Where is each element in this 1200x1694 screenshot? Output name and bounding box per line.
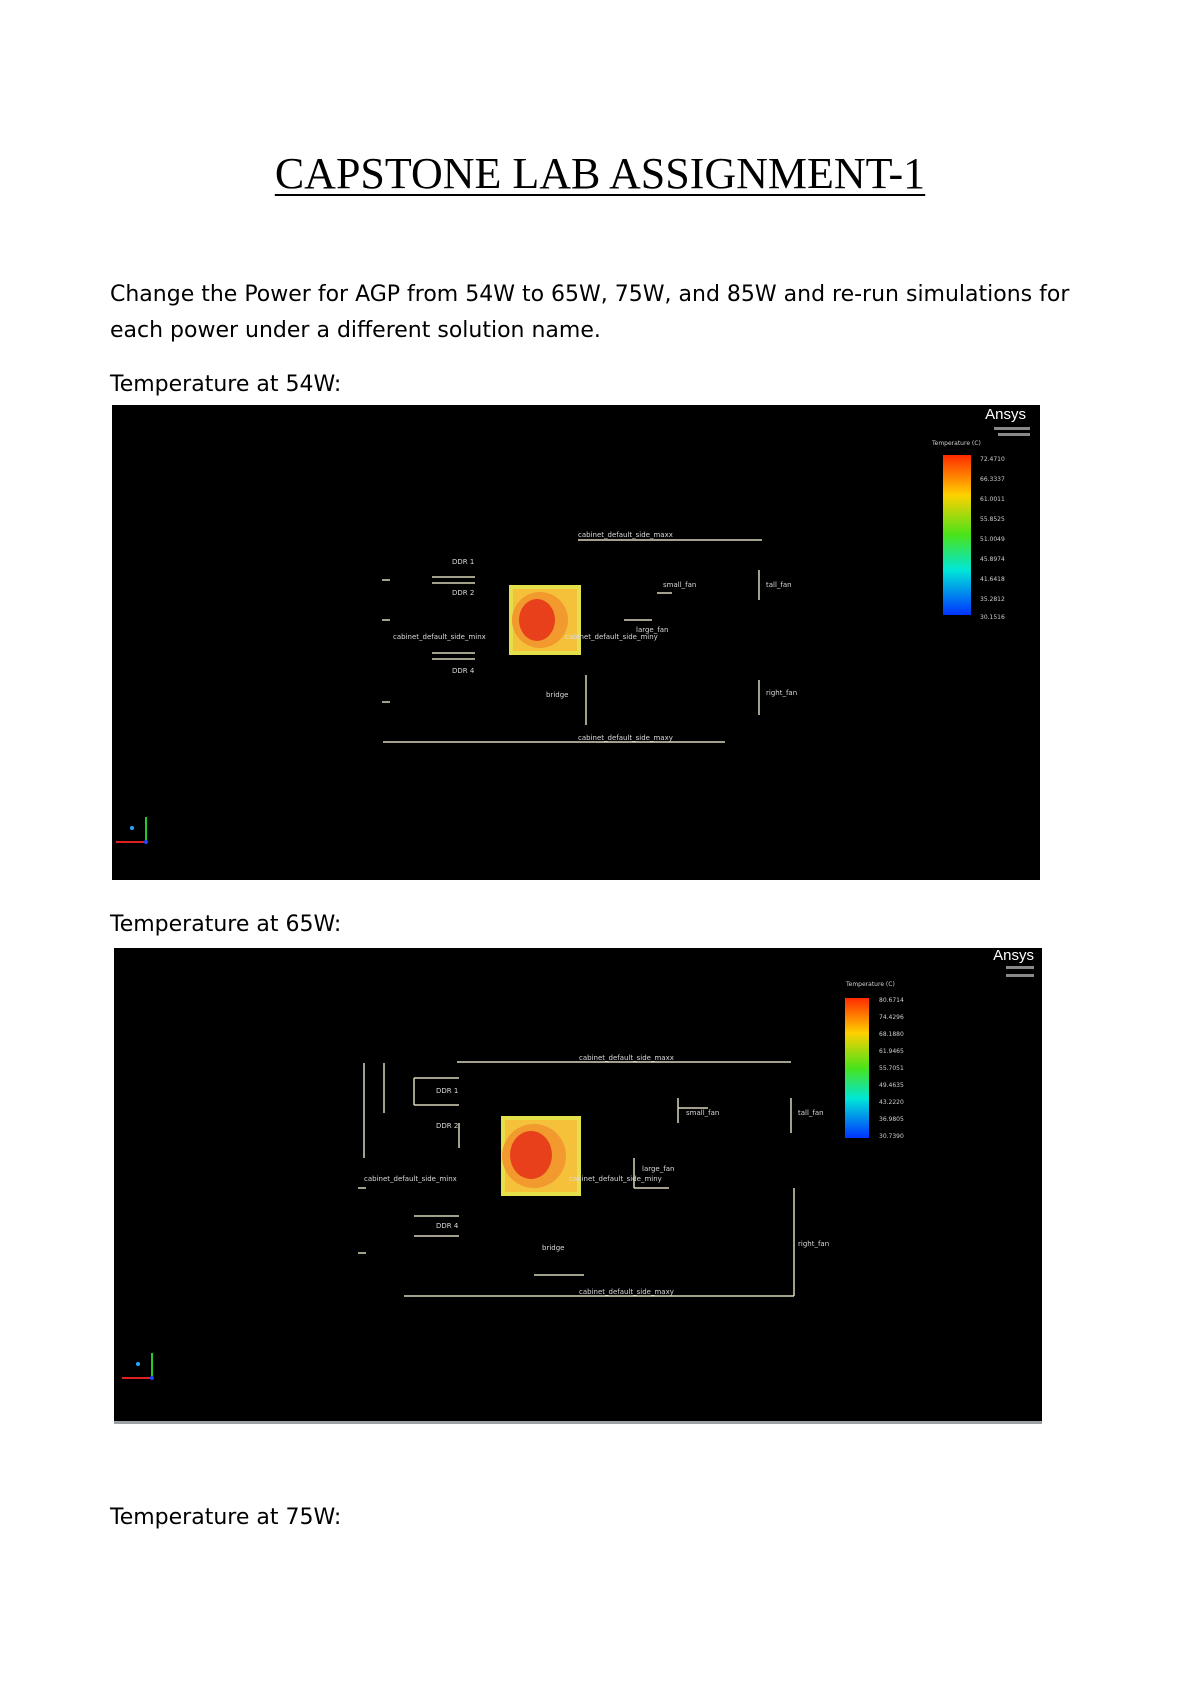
svg-text:61.0011: 61.0011 xyxy=(980,496,1005,503)
svg-text:36.9805: 36.9805 xyxy=(879,1116,904,1123)
svg-text:74.4296: 74.4296 xyxy=(879,1014,904,1021)
legend-values xyxy=(980,456,1005,621)
section-label-54w: Temperature at 54W: xyxy=(110,372,342,397)
svg-text:30.1516: 30.1516 xyxy=(980,614,1005,621)
svg-text:61.9465: 61.9465 xyxy=(879,1048,904,1055)
svg-text:right_fan: right_fan xyxy=(766,689,798,697)
ansys-logo: Ansys xyxy=(993,948,1034,964)
svg-text:large_fan: large_fan xyxy=(642,1165,675,1173)
legend-title: Temperature (C) xyxy=(932,440,981,447)
svg-text:30.7390: 30.7390 xyxy=(879,1133,904,1140)
instructions-paragraph: Change the Power for AGP from 54W to 65W, 75W, and 85W and re-run simulations for each power under a different solution name. xyxy=(110,282,1070,343)
ansys-logo: Ansys xyxy=(985,406,1026,423)
axis-triad-icon xyxy=(116,817,148,844)
svg-text:small_fan: small_fan xyxy=(663,581,697,589)
svg-text:DDR 1: DDR 1 xyxy=(452,558,475,566)
legend-values xyxy=(879,997,904,1140)
svg-text:cabinet_default_side_maxy: cabinet_default_side_maxy xyxy=(579,1288,674,1296)
section-label-65w: Temperature at 65W: xyxy=(110,912,342,937)
svg-text:DDR 2: DDR 2 xyxy=(436,1122,459,1130)
svg-text:51.0049: 51.0049 xyxy=(980,536,1005,543)
svg-text:45.8974: 45.8974 xyxy=(980,556,1005,563)
svg-text:tall_fan: tall_fan xyxy=(766,581,792,589)
thermal-plot-54w xyxy=(112,405,1040,880)
svg-text:72.4710: 72.4710 xyxy=(980,456,1005,463)
svg-text:bridge: bridge xyxy=(546,691,569,699)
svg-text:small_fan: small_fan xyxy=(686,1109,720,1117)
legend-title: Temperature (C) xyxy=(846,981,895,988)
svg-text:68.1880: 68.1880 xyxy=(879,1031,904,1038)
svg-text:DDR 1: DDR 1 xyxy=(436,1087,459,1095)
thermal-plot-65w xyxy=(114,948,1042,1421)
svg-text:cabinet_default_side_minx: cabinet_default_side_minx xyxy=(393,633,486,641)
svg-text:tall_fan: tall_fan xyxy=(798,1109,824,1117)
svg-text:80.6714: 80.6714 xyxy=(879,997,904,1004)
page-title: CAPSTONE LAB ASSIGNMENT-1 xyxy=(274,149,926,198)
svg-text:cabinet_default_side_maxx: cabinet_default_side_maxx xyxy=(579,1054,674,1062)
svg-text:49.4635: 49.4635 xyxy=(879,1082,904,1089)
svg-text:DDR 4: DDR 4 xyxy=(452,667,475,675)
section-label-75w: Temperature at 75W: xyxy=(110,1505,342,1530)
axis-triad-icon xyxy=(122,1353,154,1380)
svg-text:DDR 4: DDR 4 xyxy=(436,1222,459,1230)
svg-text:cabinet_default_side_maxy: cabinet_default_side_maxy xyxy=(578,734,673,742)
svg-text:large_fan: large_fan xyxy=(636,626,669,634)
svg-text:55.8525: 55.8525 xyxy=(980,516,1005,523)
svg-text:66.3337: 66.3337 xyxy=(980,476,1005,483)
svg-text:cabinet_default_side_miny: cabinet_default_side_miny xyxy=(569,1175,662,1183)
temperature-legend-bar xyxy=(943,455,971,615)
svg-text:DDR 2: DDR 2 xyxy=(452,589,475,597)
svg-text:bridge: bridge xyxy=(542,1244,565,1252)
svg-text:41.6418: 41.6418 xyxy=(980,576,1005,583)
svg-text:43.2220: 43.2220 xyxy=(879,1099,904,1106)
temperature-legend-bar xyxy=(845,998,869,1138)
svg-text:35.2812: 35.2812 xyxy=(980,596,1005,603)
svg-text:cabinet_default_side_minx: cabinet_default_side_minx xyxy=(364,1175,457,1183)
simulation-screenshot-54w xyxy=(112,405,1040,880)
svg-text:cabinet_default_side_maxx: cabinet_default_side_maxx xyxy=(578,531,673,539)
simulation-screenshot-65w xyxy=(114,948,1042,1424)
svg-text:cabinet_default_side_miny: cabinet_default_side_miny xyxy=(565,633,658,641)
svg-text:55.7051: 55.7051 xyxy=(879,1065,904,1072)
svg-text:right_fan: right_fan xyxy=(798,1240,830,1248)
